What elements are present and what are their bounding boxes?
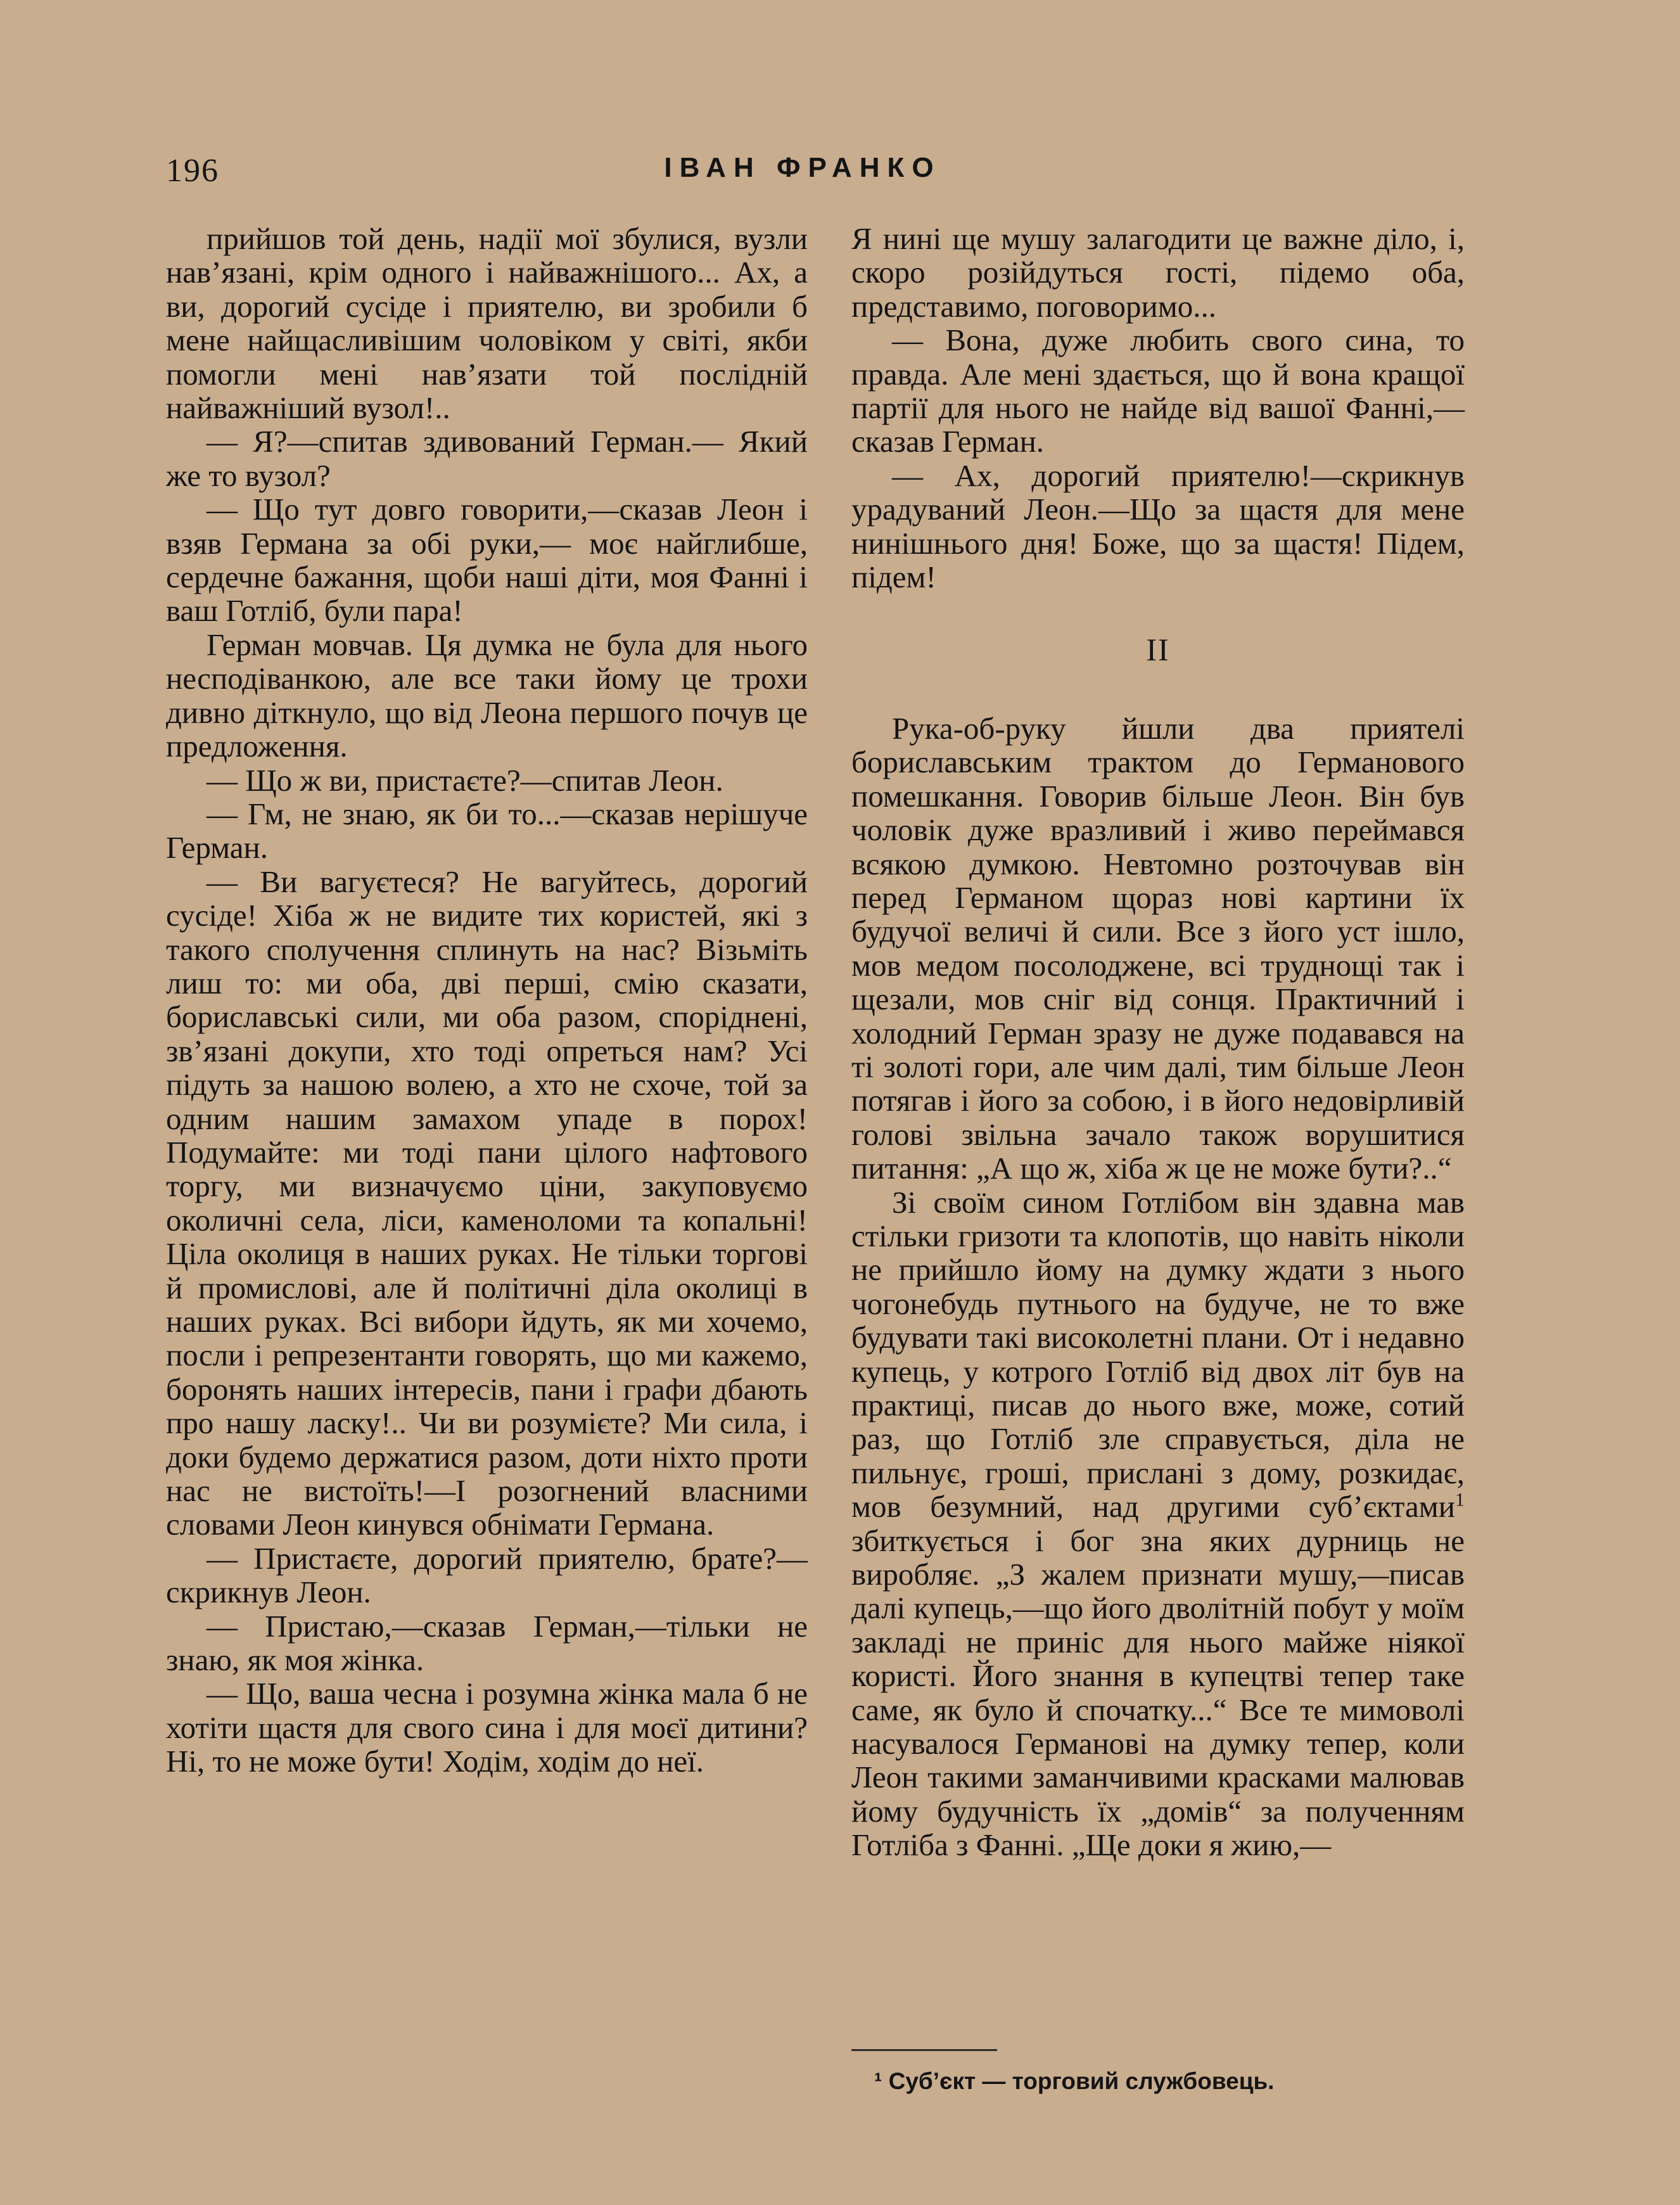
paragraph: Я нині ще мушу залагодити це важне діло, і, скоро розійдуться гості, підемо оба, представимо, поговоримо...	[851, 221, 1465, 324]
paragraph-text: Зі своїм сином Готлібом він здавна мав стільки гризоти та клопотів, що навіть ніколи не прийшло йому на думку ждати з нього чогонебудь путнього на будуче, не то вже будувати такі високолетні плани. От і недавно купець, у котрого Готліб від двох літ був на практиці, писав до нього вже, може, сотий раз, що Готліб зле справується, діла не пильнує, гроші, прислані з дому, розкидає, мов безумний, над другими суб’єктами	[851, 1184, 1465, 1524]
paragraph: — Пристаю,—сказав Герман,—тільки не знаю, як моя жінка.	[166, 1608, 808, 1678]
paragraph: — Ах, дорогий приятелю!—скрикнув урадуваний Леон.—Що за щастя для мене нинішнього дня! Боже, що за щастя! Підем, підем!	[851, 457, 1465, 595]
paragraph: прийшов той день, надії мої збулися, вузли нав’язані, крім одного і найважнішого... Ах, а ви, дорогий сусіде і приятелю, ви зробили б мене найщасливішим чоловіком у світі, якби помогли мені нав’язати той послідній найважніший вузол!..	[166, 221, 808, 426]
paragraph: — Що ж ви, пристаєте?—спитав Леон.	[207, 762, 723, 798]
paragraph: — Що тут довго говорити,—сказав Леон і взяв Германа за обі руки,— моє найглибше, сердечне бажання, щоби наші діти, моя Фанні і ваш Готліб, були пара!	[166, 492, 808, 629]
paragraph-text: збиткується і бог зна яких дурниць не виробляє. „З жалем признати мушу,—писав далі купець,—що його дволітній побут у моїм закладі не приніс для нього майже ніякої користі. Його знання в купецтві тепер таке саме, як було й спочатку...“ Все те мимоволі насувалося Германові на думку тепер, коли Леон такими заманчивими красками малював йому будучність їх „домів“ за полученням Готліба з Фанні. „Ще доки я жию,—	[851, 1523, 1465, 1863]
paragraph: Герман мовчав. Ця думка не була для нього несподіванкою, але все таки йому це трохи дивно діткнуло, що від Леона першого почув це предложення.	[166, 627, 808, 764]
paragraph: Рука-об-руку йшли два приятелі бориславським трактом до Германового помешкання. Говорив більше Леон. Він був чоловік дуже вразливий і живо переймався всякою думкою. Невтомно розточував він перед Германом щораз нові картини їх будучої величі й сили. Все з його уст ішло, мов медом посолоджене, всі труднощі так і щезали, мов сніг від сонця. Практичний і холодний Герман зразу не дуже подавався на ті золоті гори, але чим далі, тим більше Леон потягав і його за собою, і в його недовірливій голові звільна зачало також ворушитися питання: „А що ж, хіба ж це не може бути?..“	[851, 710, 1465, 1186]
footnote-reference[interactable]: 1	[1455, 1489, 1465, 1511]
paragraph: — Ви вагуєтеся? Не вагуйтесь, дорогий сусіде! Хіба ж не видите тих користей, які з такого сполучення сплинуть на нас? Візьміть лиш то: ми оба, дві перші, смію сказати, бориславські сили, ми оба разом, споріднені, зв’язані докупи, хто тоді опреться нам? Усі підуть за нашою волею, а хто не схоче, той за одним нашим замахом упаде в порох! Подумайте: ми тоді пани цілого нафтового торгу, ми визначуємо ціни, закуповуємо околичні села, ліси, каменоломи та копальні! Ціла околиця в наших руках. Не тільки торгові й промислові, але й політичні діла околиці в наших руках. Всі вибори йдуть, як ми хочемо, посли і репрезентанти говорять, що ми кажемо, боронять наших інтересів, пани і графи дбають про нашу ласку!.. Чи ви розумієте? Ми сила, і доки будемо держатися разом, доти ніхто проти нас не вистоїть!—І розогнений власними словами Леон кинувся обнімати Германа.	[166, 864, 808, 1542]
footnote-marker: ¹	[874, 2068, 882, 2094]
paragraph: — Гм, не знаю, як би то...—сказав нерішуче Герман.	[166, 796, 808, 866]
footnote-divider	[851, 2049, 997, 2051]
right-column	[851, 222, 1465, 1862]
paragraph: — Я?—спитав здивований Герман.— Який же то вузол?	[166, 424, 808, 493]
paragraph: — Пристаєте, дорогий приятелю, брате?—скрикнув Леон.	[166, 1540, 808, 1610]
footnote	[874, 2067, 1444, 2096]
paragraph: — Що, ваша чесна і розумна жінка мала б не хотіти щастя для свого сина і для моєї дитини? Ні, то не може бути! Ходім, ходім до неї.	[166, 1676, 808, 1779]
section-heading: II	[1146, 632, 1170, 668]
paragraph	[851, 1186, 1465, 1862]
paragraph: — Вона, дуже любить свого сина, то правда. Але мені здається, що й вона кращої партії для нього не найде від вашої Фанні,—сказав Герман.	[851, 323, 1465, 459]
page-header	[166, 152, 1439, 196]
page-number: 196	[166, 153, 219, 189]
left-column	[166, 222, 808, 1779]
running-title: ІВАН ФРАНКО	[664, 152, 941, 183]
footnote-text: Суб’єкт — торговий службовець.	[888, 2068, 1275, 2094]
